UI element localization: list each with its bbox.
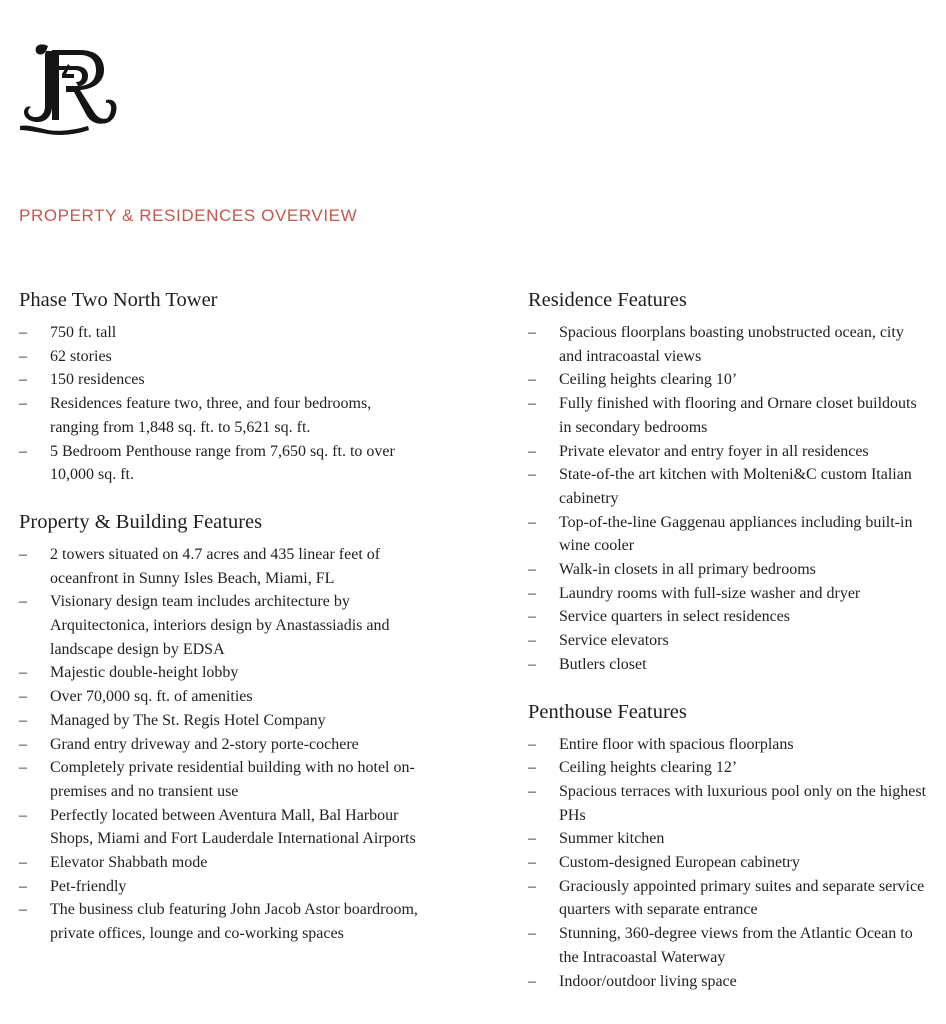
left-column <box>19 287 419 968</box>
list-item <box>19 661 419 685</box>
dash-bullet: – <box>19 664 27 682</box>
list-item-text: State-of-the art kitchen with Molteni&C custom Italian cabinetry <box>559 466 912 507</box>
list-item <box>19 440 419 487</box>
list-item-text: 5 Bedroom Penthouse range from 7,650 sq. ft. to over 10,000 sq. ft. <box>50 442 395 484</box>
list-item <box>528 440 928 464</box>
dash-bullet: – <box>19 711 27 729</box>
dash-bullet: – <box>528 925 536 943</box>
dash-bullet: – <box>19 735 27 753</box>
list-item-text: 62 stories <box>50 347 112 365</box>
dash-bullet: – <box>528 561 536 579</box>
list-item <box>528 321 928 368</box>
dash-bullet: – <box>528 324 536 341</box>
section-title: Property & Building Features <box>19 510 263 533</box>
dash-bullet: – <box>19 347 27 365</box>
dash-bullet: – <box>528 371 536 389</box>
list-item-text: Ceiling heights clearing 10’ <box>559 371 738 389</box>
list-item <box>528 629 928 653</box>
list-item-text: Custom-designed European cabinetry <box>559 854 800 872</box>
dash-bullet: – <box>19 324 27 341</box>
list-item <box>528 558 928 582</box>
overview-heading: PROPERTY & RESIDENCES OVERVIEW <box>19 206 358 225</box>
dash-bullet: – <box>528 395 536 413</box>
list-item-text: Summer kitchen <box>559 830 665 848</box>
list-item-text: Elevator Shabbath mode <box>50 854 208 872</box>
section-title: Phase Two North Tower <box>19 289 218 311</box>
dash-bullet: – <box>19 545 27 563</box>
list-item-text: Majestic double-height lobby <box>50 664 239 682</box>
list-item <box>528 392 928 439</box>
list-item-text: Indoor/outdoor living space <box>559 972 737 990</box>
dash-bullet: – <box>528 513 536 531</box>
list-item <box>19 392 419 439</box>
list-item <box>528 827 928 851</box>
dash-bullet: – <box>19 371 27 389</box>
list-item-text: Perfectly located between Aventura Mall, Bal Harbour Shops, Miami and Fort Lauderdale International Airports <box>50 806 416 848</box>
list-item <box>528 463 928 510</box>
dash-bullet: – <box>19 593 27 611</box>
dash-bullet: – <box>528 972 536 990</box>
list-item <box>19 804 419 851</box>
list-item-text: Spacious terraces with luxurious pool only on the highest PHs <box>559 782 927 824</box>
dash-bullet: – <box>19 688 27 706</box>
dash-bullet: – <box>19 901 27 919</box>
dash-bullet: – <box>528 782 536 800</box>
list-item <box>19 898 419 945</box>
dash-bullet: – <box>528 442 536 460</box>
list-item-text: Top-of-the-line Gaggenau appliances including built-in wine cooler <box>559 513 913 555</box>
list-item-text: Pet-friendly <box>50 877 127 895</box>
list-item-text: Ceiling heights clearing 12’ <box>559 759 738 777</box>
list-item <box>528 368 928 392</box>
list-item-text: Completely private residential building with no hotel on-premises and no transient use <box>50 759 415 800</box>
dash-bullet: – <box>528 655 536 673</box>
list-item <box>19 321 419 345</box>
dash-bullet: – <box>528 608 536 626</box>
list-item-text: 2 towers situated on 4.7 acres and 435 linear feet of oceanfront in Sunny Isles Beach, Miami, FL <box>50 545 381 587</box>
list-item-text: Service quarters in select residences <box>559 608 791 626</box>
feature-list <box>19 321 419 487</box>
dash-bullet: – <box>19 854 27 872</box>
list-item <box>19 851 419 875</box>
list-item-text: Walk-in closets in all primary bedrooms <box>559 561 816 579</box>
list-item-text: Entire floor with spacious floorplans <box>559 735 794 753</box>
section-phase-two-north-tower <box>19 287 419 487</box>
list-item <box>528 582 928 606</box>
section-property-building-features <box>19 509 419 946</box>
section-title: Penthouse Features <box>528 700 687 723</box>
list-item <box>528 733 928 757</box>
list-item <box>528 780 928 827</box>
list-item-text: The business club featuring John Jacob Astor boardroom, private offices, lounge and co-working spaces <box>50 901 418 943</box>
feature-list <box>528 321 928 677</box>
list-item <box>528 653 928 677</box>
dash-bullet: – <box>528 466 536 484</box>
list-item <box>19 875 419 899</box>
list-item-text: Managed by The St. Regis Hotel Company <box>50 711 326 729</box>
list-item-text: Service elevators <box>559 632 669 650</box>
list-item-text: Butlers closet <box>559 655 647 673</box>
list-item-text: Spacious floorplans boasting unobstructed ocean, city and intracoastal views <box>559 324 904 365</box>
list-item-text: Visionary design team includes architecture by Arquitectonica, interiors design by Anastassiadis and landscape design by EDSA <box>50 593 390 658</box>
dash-bullet: – <box>528 877 536 895</box>
dash-bullet: – <box>19 877 27 895</box>
list-item-text: Private elevator and entry foyer in all residences <box>559 442 869 460</box>
list-item <box>19 368 419 392</box>
list-item-text: Stunning, 360-degree views from the Atlantic Ocean to the Intracoastal Waterway <box>559 925 913 966</box>
list-item-text: 750 ft. tall <box>50 324 117 341</box>
dash-bullet: – <box>19 395 27 413</box>
list-item <box>19 756 419 803</box>
dash-bullet: – <box>19 759 27 777</box>
list-item-text: Over 70,000 sq. ft. of amenities <box>50 688 253 706</box>
section-residence-features <box>528 287 928 677</box>
dash-bullet: – <box>528 759 536 777</box>
list-item <box>19 590 419 661</box>
section-penthouse-features <box>528 699 928 994</box>
dash-bullet: – <box>528 584 536 602</box>
dash-bullet: – <box>528 632 536 650</box>
list-item <box>528 605 928 629</box>
feature-list <box>19 543 419 946</box>
list-item-text: 150 residences <box>50 371 145 389</box>
list-item <box>19 345 419 369</box>
list-item <box>19 543 419 590</box>
list-item <box>528 851 928 875</box>
list-item-text: Laundry rooms with full-size washer and dryer <box>559 584 861 602</box>
list-item <box>19 685 419 709</box>
list-item-text: Graciously appointed primary suites and separate service quarters with separate entrance <box>559 877 925 919</box>
st-regis-monogram-logo <box>18 40 126 140</box>
list-item <box>528 756 928 780</box>
list-item <box>528 922 928 969</box>
feature-list <box>528 733 928 994</box>
dash-bullet: – <box>528 735 536 753</box>
list-item <box>528 875 928 922</box>
list-item <box>19 709 419 733</box>
list-item <box>528 511 928 558</box>
list-item-text: Grand entry driveway and 2-story porte-cochere <box>50 735 359 753</box>
list-item-text: Residences feature two, three, and four bedrooms, ranging from 1,848 sq. ft. to 5,621 sq. ft. <box>50 395 372 436</box>
dash-bullet: – <box>528 830 536 848</box>
section-title: Residence Features <box>528 289 687 311</box>
list-item-text: Fully finished with flooring and Ornare closet buildouts in secondary bedrooms <box>559 395 917 436</box>
list-item <box>19 733 419 757</box>
dash-bullet: – <box>19 806 27 824</box>
dash-bullet: – <box>528 854 536 872</box>
right-column <box>528 287 928 1015</box>
list-item <box>528 970 928 994</box>
dash-bullet: – <box>19 442 27 460</box>
